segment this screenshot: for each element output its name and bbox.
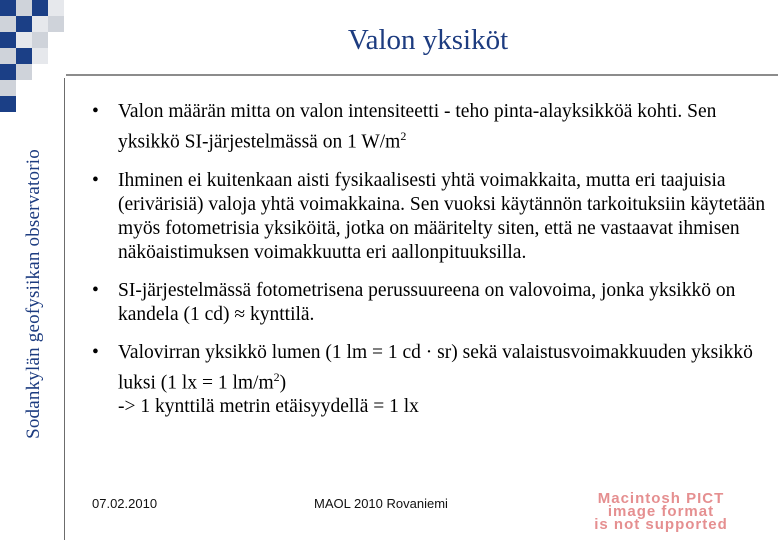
decor-square xyxy=(32,16,48,32)
footer-date: 07.02.2010 xyxy=(92,496,158,511)
decor-square xyxy=(0,32,16,48)
placeholder-line: is not supported xyxy=(594,516,728,533)
footer-title: MAOL 2010 Rovaniemi xyxy=(314,496,448,511)
decor-square xyxy=(48,0,64,16)
placeholder-line: image format xyxy=(607,503,715,520)
bullet-text-line2: -> 1 kynttilä metrin etäisyydellä = 1 lx xyxy=(118,396,419,417)
decor-square xyxy=(32,0,48,16)
decor-square xyxy=(32,32,48,48)
bullet-text: ) xyxy=(279,372,287,393)
bullet-item xyxy=(86,100,766,155)
superscript: 2 xyxy=(273,369,280,384)
bullet-item xyxy=(86,341,766,420)
decor-square xyxy=(0,0,16,16)
bullet-text: Valovirran yksikkö lumen (1 lm = 1 cd · sr) sekä valaistusvoimakkuuden yksikkö luksi (1 lx = 1 lm/m xyxy=(118,341,753,393)
decor-square xyxy=(0,48,16,64)
bullet-item xyxy=(86,279,766,327)
decor-square xyxy=(16,16,32,32)
decor-square xyxy=(16,48,32,64)
bullet-text: Ihminen ei kuitenkaan aisti fysikaalisesti yhtä voimakkaita, mutta eri taajuisia (erivärisiä) valoja yhtä voimakkaina. Sen vuoksi käytännön tarkoituksiin käytetään myös fotometrisia yksiköitä, jotka on määritelty siten, että ne vastaavat ihmisen näköaistimuksen voimakkuutta eri aallonpituuksilla. xyxy=(118,169,766,263)
side-title: Sodankylän geofysiikan observatorio xyxy=(23,149,44,439)
decor-square xyxy=(32,48,48,64)
decor-square xyxy=(16,64,32,80)
superscript: 2 xyxy=(400,129,407,143)
bullet-item xyxy=(86,169,766,265)
page-title: Valon yksiköt xyxy=(347,24,509,56)
placeholder-line: Macintosh PICT xyxy=(597,490,725,507)
decor-square xyxy=(0,80,16,96)
title-divider xyxy=(66,74,778,76)
side-divider xyxy=(64,78,65,540)
bullet-text: Valon määrän mitta on valon intensiteetti - teho pinta-alayksikköä kohti. Sen yksikkö SI-järjestelmässä on 1 W/m xyxy=(118,101,717,153)
unsupported-image-placeholder xyxy=(548,492,774,531)
decor-square xyxy=(16,32,32,48)
decor-square xyxy=(16,0,32,16)
decor-square xyxy=(0,16,16,32)
bullet-list xyxy=(86,100,766,433)
bullet-text: SI-järjestelmässä fotometrisena perussuureena on valovoima, jonka yksikkö on kandela (1 cd) ≈ kynttilä. xyxy=(118,279,736,325)
decor-square xyxy=(0,64,16,80)
decor-square xyxy=(0,96,16,112)
decor-square xyxy=(48,16,64,32)
